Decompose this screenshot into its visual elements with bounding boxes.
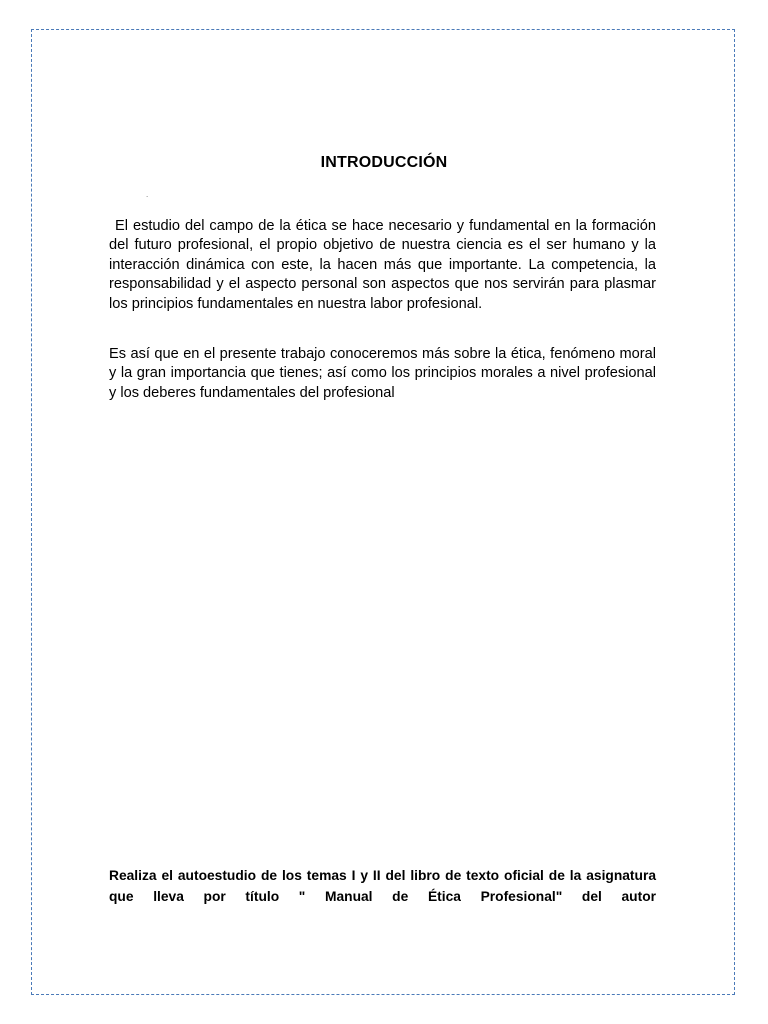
stray-mark: .	[146, 190, 149, 199]
page-border	[31, 29, 735, 995]
intro-paragraph-2: Es así que en el presente trabajo conoceremos más sobre la ética, fenómeno moral y la gran importancia que tienes; así como los principios morales a nivel profesional y los deberes fundamentales del profesional	[109, 346, 656, 401]
document-title: INTRODUCCIÓN	[320, 154, 448, 171]
intro-paragraph-1: El estudio del campo de la ética se hace necesario y fundamental en la formación del futuro profesional, el propio objetivo de nuestra ciencia es el ser humano y la interacción dinámica con este, la hacen más que importante. La competencia, la responsabilidad y el aspecto personal son aspectos que nos servirán para plasmar los principios fundamentales en nuestra labor profesional.	[109, 218, 656, 312]
assignment-instruction: Realiza el autoestudio de los temas I y II del libro de texto oficial de la asignatura que lleva por título " Manual de Ética Profesional" del autor	[109, 868, 656, 904]
